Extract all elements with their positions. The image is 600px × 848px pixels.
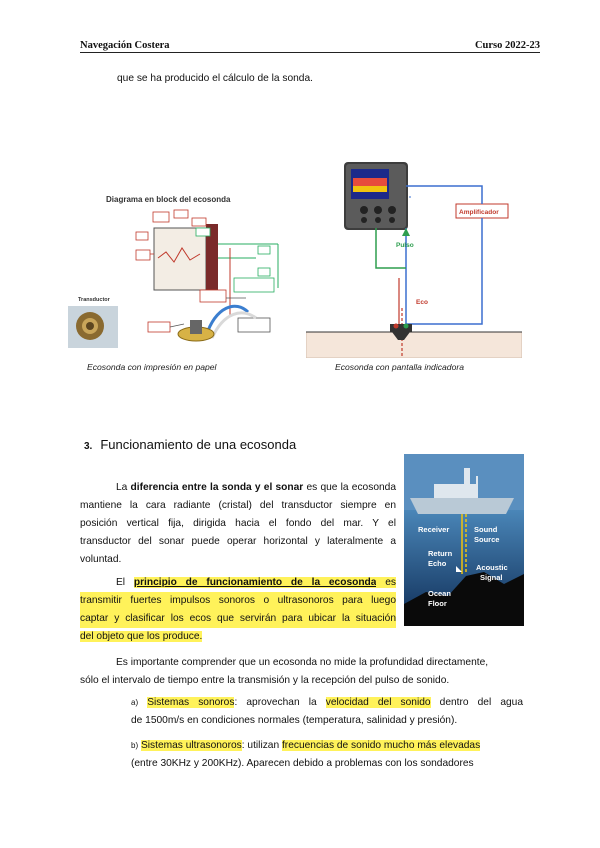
section-heading [84,437,296,452]
sound-source-label-1: Sound [474,525,498,534]
para1-line: posición vertical fija, dirigida hacia el fondo del mar. Y el [80,518,396,529]
para2-line: captar y clasificar los ecos que servirán para ubicar la situación [80,610,396,628]
return-echo-label-2: Echo [428,559,447,568]
para2-line: El principio de funcionamiento de la ecosonda es [116,577,396,588]
list-b-line: b) Sistemas ultrasonoros: utilizan frecuencias de sonido mucho más elevadas [131,740,481,751]
paragraph-sonda-vs-sonar [80,479,396,569]
paragraph-principle [80,574,396,646]
pulse-label: Pulso [396,242,414,249]
header-divider [80,52,540,53]
acoustic-signal-label-2: Signal [480,573,503,582]
para3-line: Es importante comprender que un ecosonda no mide la profundidad directamente, [116,657,489,668]
screen-sounder-caption: Ecosonda con pantalla indicadora [335,362,464,372]
ship-sonar-figure [404,454,524,626]
list-item-ultrasonoros [131,737,531,773]
return-echo-label-1: Return [428,549,453,558]
amplifier-label: Amplificador [459,209,499,216]
header-right: Curso 2022-23 [474,40,540,51]
list-item-sonoros [131,694,523,730]
para1-line: transductor del sonar puede operar horizontal y lateralmente a [80,536,396,547]
para2-line: transmitir fuertes impulsos sonoros o ultrasonoros para luego [80,592,396,610]
sound-source-label-2: Source [474,535,500,544]
block-diagram-title: Diagrama en block del ecosonda [106,195,231,204]
header-left: Navegación Costera [80,40,170,51]
para3-line: sólo el intervalo de tiempo entre la transmisión y la recepción del pulso de sonido. [80,675,450,686]
transducer-label: Transductor [78,297,110,303]
echo-label: Eco [416,299,428,306]
para1-line: La diferencia entre la sonda y el sonar es que la ecosonda [116,482,396,493]
list-a-line: de 1500m/s en condiciones normales (temperatura, salinidad y presión). [131,715,458,726]
para1-line: mantiene la cara radiante (cristal) del transductor siempre en [80,500,396,511]
paragraph-time-interval [80,654,540,690]
list-a-line: a) Sistemas sonoros: aprovechan la velocidad del sonido dentro del agua [131,697,523,708]
ocean-floor-label-1: Ocean [428,589,451,598]
acoustic-signal-label-1: Acoustic [476,563,508,572]
para2-line: del objeto que los produce. [80,631,203,642]
list-b-line: (entre 30KHz y 200KHz). Aparecen debido a problemas con los sondadores [131,758,474,769]
screen-sounder-figure [306,158,522,358]
ocean-floor-label-2: Floor [428,599,447,608]
intro-line: que se ha producido el cálculo de la sonda. [117,73,313,84]
section-number: 3. [84,441,93,452]
para1-line: voluntad. [80,554,122,565]
block-diagram-figure [66,188,288,352]
block-diagram-caption: Ecosonda con impresión en papel [87,362,217,372]
section-title: Funcionamiento de una ecosonda [100,437,297,452]
receiver-label: Receiver [418,525,450,534]
